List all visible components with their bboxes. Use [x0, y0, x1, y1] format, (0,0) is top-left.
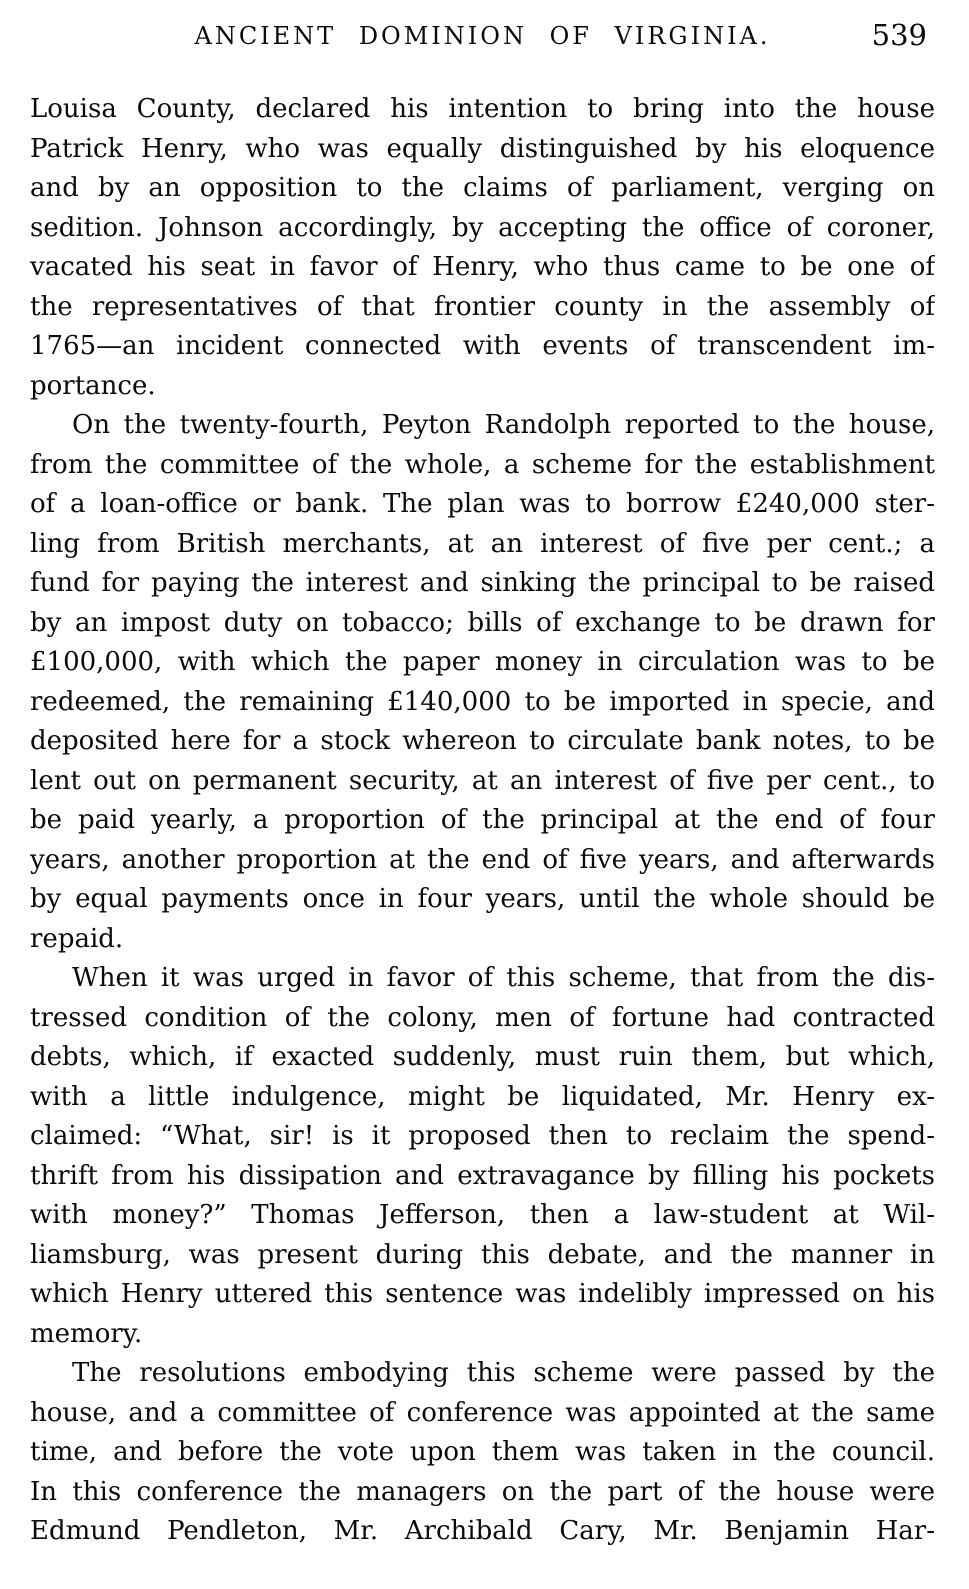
text-line: ling from British merchants, at an interest of five per cent.; a: [30, 528, 935, 559]
text-line: claimed: “What, sir! is it proposed then to reclaim the spend-: [30, 1121, 935, 1151]
text-line: On the twenty-fourth, Peyton Randolph reported to the house,: [72, 410, 935, 440]
text-line: Patrick Henry, who was equally distinguished by his eloquence: [30, 133, 935, 164]
text-line: the representatives of that frontier county in the assembly of: [30, 291, 935, 322]
text-line: Edmund Pendleton, Mr. Archibald Cary, Mr. Benjamin Har-: [30, 1516, 935, 1546]
text-line: debts, which, if exacted suddenly, must ruin them, but which,: [30, 1042, 935, 1072]
text-line: tressed condition of the colony, men of fortune had contracted: [30, 1002, 935, 1033]
text-line: deposited here for a stock whereon to circulate bank notes, to be: [30, 726, 935, 756]
body-text: [30, 90, 935, 1552]
text-line: When it was urged in favor of this scheme, that from the dis-: [72, 963, 935, 993]
text-line: with a little indulgence, might be liquidated, Mr. Henry ex-: [30, 1081, 935, 1112]
text-line: time, and before the vote upon them was taken in the council.: [30, 1437, 935, 1467]
text-line: by equal payments once in four years, until the whole should be: [30, 884, 935, 914]
header-title: ANCIENT DOMINION OF VIRGINIA.: [194, 22, 771, 50]
text-line: sedition. Johnson accordingly, by accepting the office of coroner,: [30, 212, 935, 243]
text-line: which Henry uttered this sentence was indelibly impressed on his: [30, 1279, 935, 1309]
text-line: from the committee of the whole, a scheme for the establishment: [30, 449, 935, 480]
running-header: [30, 18, 935, 62]
text-line: thrift from his dissipation and extravagance by filling his pockets: [30, 1160, 935, 1191]
text-line: with money?” Thomas Jefferson, then a law-student at Wil-: [30, 1200, 935, 1230]
page-number: 539: [871, 18, 927, 52]
text-line: memory.: [30, 1318, 143, 1349]
text-line: fund for paying the interest and sinking the principal to be raised: [30, 568, 935, 598]
text-line: and by an opposition to the claims of parliament, verging on: [30, 173, 935, 203]
text-line: repaid.: [30, 923, 124, 954]
text-line: redeemed, the remaining £140,000 to be imported in specie, and: [30, 686, 935, 717]
text-line: lent out on permanent security, at an interest of five per cent., to: [30, 765, 935, 796]
text-line: In this conference the managers on the part of the house were: [30, 1476, 935, 1507]
text-line: be paid yearly, a proportion of the principal at the end of four: [30, 805, 935, 835]
text-line: vacated his seat in favor of Henry, who thus came to be one of: [30, 252, 935, 282]
text-line: 1765—an incident connected with events of transcendent im-: [30, 331, 935, 361]
text-line: portance.: [30, 370, 156, 401]
text-line: liamsburg, was present during this debate, and the manner in: [30, 1239, 935, 1270]
text-line: The resolutions embodying this scheme were passed by the: [72, 1358, 935, 1388]
text-line: house, and a committee of conference was appointed at the same: [30, 1397, 935, 1428]
text-line: £100,000, with which the paper money in circulation was to be: [30, 647, 935, 677]
text-line: Louisa County, declared his intention to bring into the house: [30, 94, 935, 124]
text-line: years, another proportion at the end of five years, and afterwards: [30, 844, 935, 875]
text-line: of a loan-office or bank. The plan was to borrow £240,000 ster-: [30, 489, 935, 519]
text-line: by an impost duty on tobacco; bills of exchange to be drawn for: [30, 607, 935, 638]
